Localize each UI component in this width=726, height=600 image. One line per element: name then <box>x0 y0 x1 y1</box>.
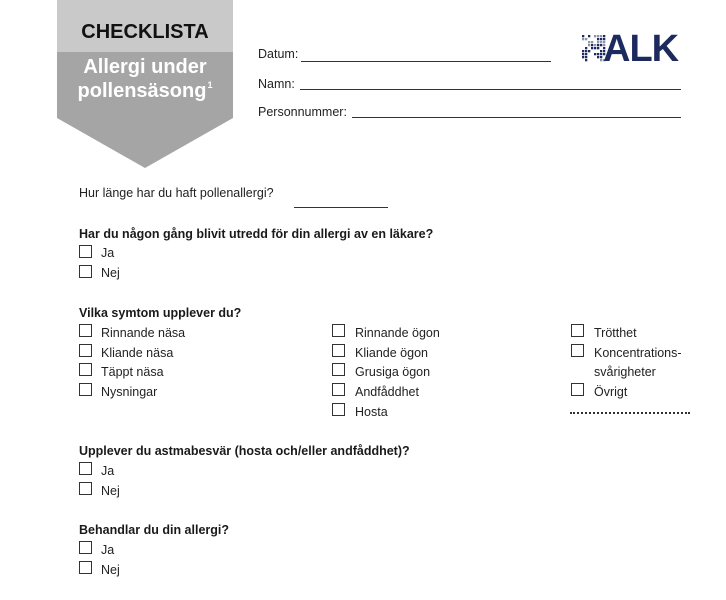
symptom-other-checkbox[interactable] <box>571 383 584 396</box>
logo-dot <box>600 35 602 37</box>
footnote-marker: 1 <box>207 80 213 90</box>
logo-dot <box>597 41 599 43</box>
symptom-other-label: Övrigt <box>594 385 628 399</box>
pollen-duration-field[interactable] <box>294 207 388 208</box>
symptom-blocked-nose-checkbox[interactable] <box>79 363 92 376</box>
logo-dot <box>591 41 593 43</box>
asthma-yes-checkbox[interactable] <box>79 462 92 475</box>
symptom-cough-checkbox[interactable] <box>332 403 345 416</box>
symptom-itchy-eyes-label: Kliande ögon <box>355 346 428 360</box>
logo-dot <box>600 56 602 58</box>
logo-dot <box>582 56 584 58</box>
doctor-assessment-no-label: Nej <box>101 266 120 280</box>
symptom-concentration-checkbox[interactable] <box>571 344 584 357</box>
treatment-question: Behandlar du din allergi? <box>79 523 230 537</box>
logo-dot <box>591 44 593 46</box>
symptom-blocked-nose-label: Täppt näsa <box>101 365 164 379</box>
logo-dot <box>600 41 602 43</box>
logo-dot <box>585 59 587 61</box>
asthma-no-checkbox[interactable] <box>79 482 92 495</box>
symptom-runny-nose-label: Rinnande näsa <box>101 326 186 340</box>
logo-dot <box>582 38 584 40</box>
treatment-yes-label: Ja <box>101 543 115 557</box>
banner-subtitle-word: pollensäsong <box>77 80 207 102</box>
symptom-itchy-eyes-checkbox[interactable] <box>332 344 345 357</box>
logo-dot <box>585 47 587 49</box>
symptom-runny-nose-checkbox[interactable] <box>79 324 92 337</box>
logo-dot <box>597 53 599 55</box>
symptom-concentration-label-line1: Koncentrations- <box>594 346 682 360</box>
logo-dot <box>597 56 599 58</box>
logo-dot <box>594 44 596 46</box>
symptom-runny-eyes-checkbox[interactable] <box>332 324 345 337</box>
logo-dot <box>591 47 593 49</box>
symptom-sneezing-label: Nysningar <box>101 385 158 399</box>
personal-id-label: Personnummer: <box>258 105 347 119</box>
asthma-no-label: Nej <box>101 484 120 498</box>
logo-dot <box>582 50 584 52</box>
logo-dot <box>585 53 587 55</box>
logo-dot <box>588 50 590 52</box>
symptom-itchy-nose-checkbox[interactable] <box>79 344 92 357</box>
symptom-cough-label: Hosta <box>355 405 388 419</box>
date-field[interactable] <box>301 61 551 62</box>
logo-dot <box>600 53 602 55</box>
banner-subtitle-line2 <box>57 80 233 102</box>
logo-dot <box>588 44 590 46</box>
logo-dot <box>588 35 590 37</box>
doctor-assessment-question: Har du någon gång blivit utredd för din allergi av en läkare? <box>79 227 434 241</box>
treatment-yes-checkbox[interactable] <box>79 541 92 554</box>
symptom-fatigue-checkbox[interactable] <box>571 324 584 337</box>
symptom-gritty-eyes-checkbox[interactable] <box>332 363 345 376</box>
logo-wordmark: ALK <box>603 30 679 64</box>
logo-dot <box>597 47 599 49</box>
logo-dot-pattern <box>582 35 605 61</box>
logo-dot <box>597 44 599 46</box>
logo-dot <box>585 38 587 40</box>
symptom-fatigue-label: Trötthet <box>594 326 637 340</box>
logo-dot <box>600 38 602 40</box>
doctor-assessment-no-checkbox[interactable] <box>79 265 92 278</box>
logo-dot <box>597 35 599 37</box>
symptoms-question: Vilka symtom upplever du? <box>79 306 242 320</box>
logo-dot <box>585 56 587 58</box>
alk-logo <box>580 30 686 64</box>
asthma-yes-label: Ja <box>101 464 115 478</box>
doctor-assessment-yes-label: Ja <box>101 246 115 260</box>
personal-id-field[interactable] <box>352 117 681 118</box>
treatment-no-checkbox[interactable] <box>79 561 92 574</box>
logo-dot <box>600 50 602 52</box>
symptom-other-fill-line[interactable] <box>570 412 690 414</box>
logo-dot <box>600 44 602 46</box>
logo-dot <box>582 35 584 37</box>
logo-dot <box>585 50 587 52</box>
name-label: Namn: <box>258 77 295 91</box>
logo-dot <box>594 35 596 37</box>
logo-dot <box>588 41 590 43</box>
doctor-assessment-yes-checkbox[interactable] <box>79 245 92 258</box>
logo-dot <box>597 38 599 40</box>
treatment-no-label: Nej <box>101 563 120 577</box>
symptom-runny-eyes-label: Rinnande ögon <box>355 326 440 340</box>
banner-title: CHECKLISTA <box>81 21 209 43</box>
symptom-concentration-label-line2: svårigheter <box>594 365 656 379</box>
symptom-breathlessness-label: Andfåddhet <box>355 385 419 399</box>
pollen-duration-question: Hur länge har du haft pollenallergi? <box>79 186 274 200</box>
symptom-sneezing-checkbox[interactable] <box>79 383 92 396</box>
logo-dot <box>600 59 602 61</box>
logo-dot <box>594 53 596 55</box>
logo-dot <box>582 53 584 55</box>
name-field[interactable] <box>300 89 681 90</box>
banner-subtitle-line1: Allergi under <box>83 56 207 78</box>
symptom-breathlessness-checkbox[interactable] <box>332 383 345 396</box>
symptom-gritty-eyes-label: Grusiga ögon <box>355 365 431 379</box>
date-label: Datum: <box>258 47 299 61</box>
logo-dot <box>594 47 596 49</box>
asthma-question: Upplever du astmabesvär (hosta och/eller andfåddhet)? <box>79 444 410 458</box>
symptom-itchy-nose-label: Kliande näsa <box>101 346 174 360</box>
